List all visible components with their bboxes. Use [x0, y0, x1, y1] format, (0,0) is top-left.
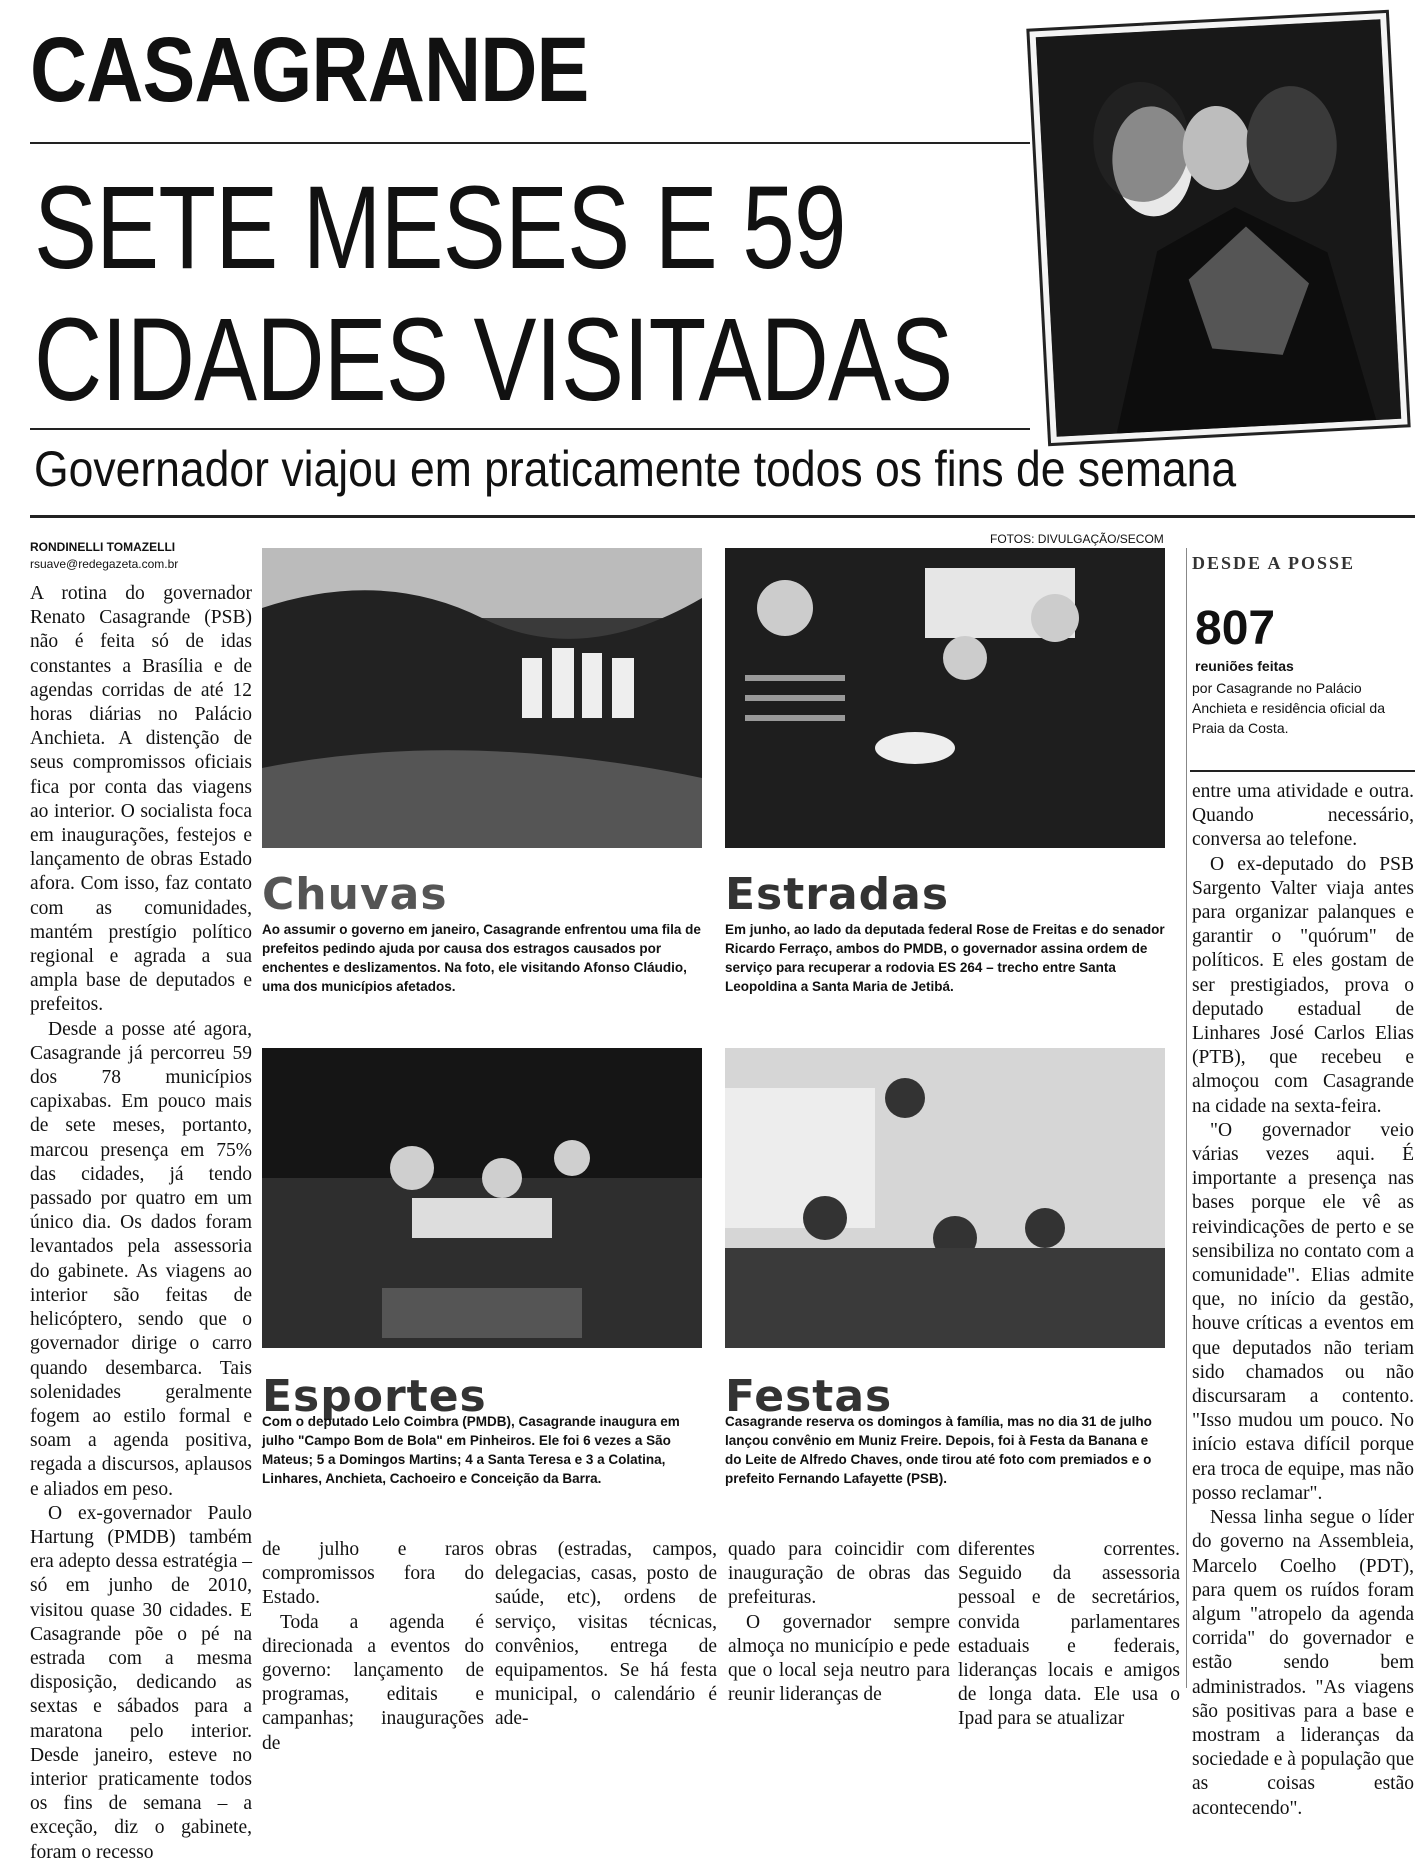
photo-credit: FOTOS: DIVULGAÇÃO/SECOM	[990, 532, 1164, 546]
paragraph: "O governador veio várias vezes aqui. É importante a presença nas bases porque ele vê as reivindicações de perto e se sensibiliza no contato com a comunidade". Elias admite que, no início da gestão, houve críticas a eventos em que deputados não teriam sido chamados ou não discursaram a contento. "Isso mudou um pouco. No início estava difícil porque era troca de equipe, mas não posso reclamar".	[1192, 1119, 1414, 1504]
paragraph: Desde a posse até agora, Casagrande já percorreu 59 dos 78 municípios capixabas. Em pouco mais de sete meses, portanto, marcou presença em 75% das cidades, já tendo passado por quatro em um único dia. Os dados foram levantados pela assessoria do gabinete. As viagens ao interior são feitas de helicóptero, sendo que o governador dirige o carro quando desembarca. Tais solenidades geralmente fogem ao estilo formal e soam a agenda positiva, regada a discursos, aplausos e aliados em peso.	[30, 1018, 252, 1500]
caption-festas: Casagrande reserva os domingos à família, mas no dia 31 de julho lançou convênio em Muniz Freire. Depois, foi à Festa da Banana e do Leite de Alfredo Chaves, onde tirou até foto com premiados e o prefeito Fernando Lafayette (PSB).	[725, 1414, 1152, 1486]
photo-festas	[725, 1048, 1165, 1348]
article-column-5	[958, 1538, 1180, 1732]
photo-chuvas	[262, 548, 702, 848]
fact-box-number: 807	[1195, 602, 1276, 655]
headline-rule	[30, 428, 1030, 430]
section-title-esportes: Esportes	[262, 1371, 487, 1422]
article-column-3	[495, 1538, 717, 1732]
section-title-estradas: Estradas	[725, 869, 950, 920]
kicker: CASAGRANDE	[30, 19, 589, 121]
paragraph: de julho e raros compromissos fora do Estado.	[262, 1539, 484, 1609]
paragraph: Toda a agenda é direcionada a eventos do governo: lançamento de programas, editais e campanhas; inaugurações de	[262, 1611, 484, 1754]
headline-line-2: CIDADES VISITADAS	[34, 294, 953, 426]
paragraph: O ex-deputado do PSB Sargento Valter viaja antes para organizar palanques e garantir o "quórum" de políticos. E eles gostam de ser prestigiados, prova o deputado estadual de Linhares José Carlos Elias (PTB), que recebeu e almoçou com Casagrande na cidade na sexta-feira.	[1192, 853, 1414, 1117]
fact-box-rule	[1190, 770, 1415, 772]
paragraph: quado para coincidir com inauguração de obras das prefeituras.	[728, 1539, 950, 1609]
paragraph: diferentes correntes. Seguido da assessoria pessoal e de secretários, convida parlamentares estaduais e federais, lideranças locais e amigos de longa data. Ele usa o Ipad para se atualizar	[958, 1539, 1180, 1730]
article-column-6	[1192, 780, 1414, 1821]
kicker-rule	[30, 142, 1030, 144]
sidebar-divider	[1186, 548, 1187, 1688]
paragraph: O ex-governador Paulo Hartung (PMDB) também era adepto dessa estratégia – só em junho de 2010, visitou quase 30 cidades. E Casagrande põe o pé na estrada com a mesma disposição, dedicando as sextas e sábados para a maratona pelo interior. Desde janeiro, esteve no interior praticamente todos os fins de semana – a exceção, diz o gabinete, foram o recesso	[30, 1502, 252, 1863]
fact-box-label: reuniões feitas	[1195, 658, 1294, 674]
paragraph: A rotina do governador Renato Casagrande (PSB) não é feita só de idas constantes a Brasília e de agendas corridas de até 12 horas diárias no Palácio Anchieta. A distenção de seus compromissos oficiais fica por conta das viagens ao interior. O socialista foca em inaugurações, festejos e lançamento de obras Estado afora. Com isso, faz contato com as comunidades, mantém prestígio político regional e agrada a sua ampla base de deputados e prefeitos.	[30, 583, 252, 1016]
section-title-chuvas: Chuvas	[262, 869, 448, 920]
byline-author: RONDINELLI TOMAZELLI	[30, 540, 176, 554]
deck-rule	[30, 515, 1415, 518]
section-title-festas: Festas	[725, 1371, 893, 1422]
deck: Governador viajou em praticamente todos os fins de semana	[34, 441, 1237, 497]
paragraph: obras (estradas, campos, delegacias, casas, posto de saúde, etc), ordens de serviço, visitas técnicas, convênios, entrega de equipamentos. Se há festa municipal, o calendário é ade-	[495, 1539, 717, 1730]
main-photo	[1029, 13, 1407, 443]
caption-chuvas: Ao assumir o governo em janeiro, Casagrande enfrentou uma fila de prefeitos pedindo ajuda por causa dos estragos causados por enchentes e deslizamentos. Na foto, ele visitando Afonso Cláudio, uma dos municípios afetados.	[262, 922, 701, 994]
paragraph: O governador sempre almoça no município e pede que o local seja neutro para reunir lideranças de	[728, 1611, 950, 1706]
fact-box-heading: DESDE A POSSE	[1192, 553, 1356, 573]
paragraph: Nessa linha segue o líder do governo na Assembleia, Marcelo Coelho (PDT), para quem os ruídos foram algum "atropelo da agenda corrida" do governador e estão sendo bem administrados. "As viagens são positivas para a base e mostram a lideranças da sociedade e à população que as coisas estão acontecendo".	[1192, 1507, 1414, 1819]
fact-box-description: por Casagrande no Palácio Anchieta e residência oficial da Praia da Costa.	[1192, 680, 1386, 736]
caption-estradas: Em junho, ao lado da deputada federal Rose de Freitas e do senador Ricardo Ferraço, ambos do PMDB, o governador assina ordem de serviço para recuperar a rodovia ES 264 – trecho entre Santa Leopoldina a Santa Maria de Jetibá.	[725, 922, 1165, 994]
paragraph: entre uma atividade e outra. Quando necessário, conversa ao telefone.	[1192, 781, 1414, 851]
article-column-4	[728, 1538, 950, 1707]
headline-line-1: SETE MESES E 59	[34, 162, 846, 294]
photo-estradas	[725, 548, 1165, 848]
byline-email: rsuave@redegazeta.com.br	[30, 557, 179, 571]
caption-esportes: Com o deputado Lelo Coimbra (PMDB), Casagrande inaugura em julho "Campo Bom de Bola" em Pinheiros. Ele foi 6 vezes a São Mateus; 5 a Domingos Martins; 4 a Santa Teresa e 3 a Colatina, Linhares, Anchieta, Cachoeiro e Conceição da Barra.	[262, 1414, 680, 1486]
article-column-1	[30, 582, 252, 1865]
article-column-2	[262, 1538, 484, 1756]
photo-esportes	[262, 1048, 702, 1348]
